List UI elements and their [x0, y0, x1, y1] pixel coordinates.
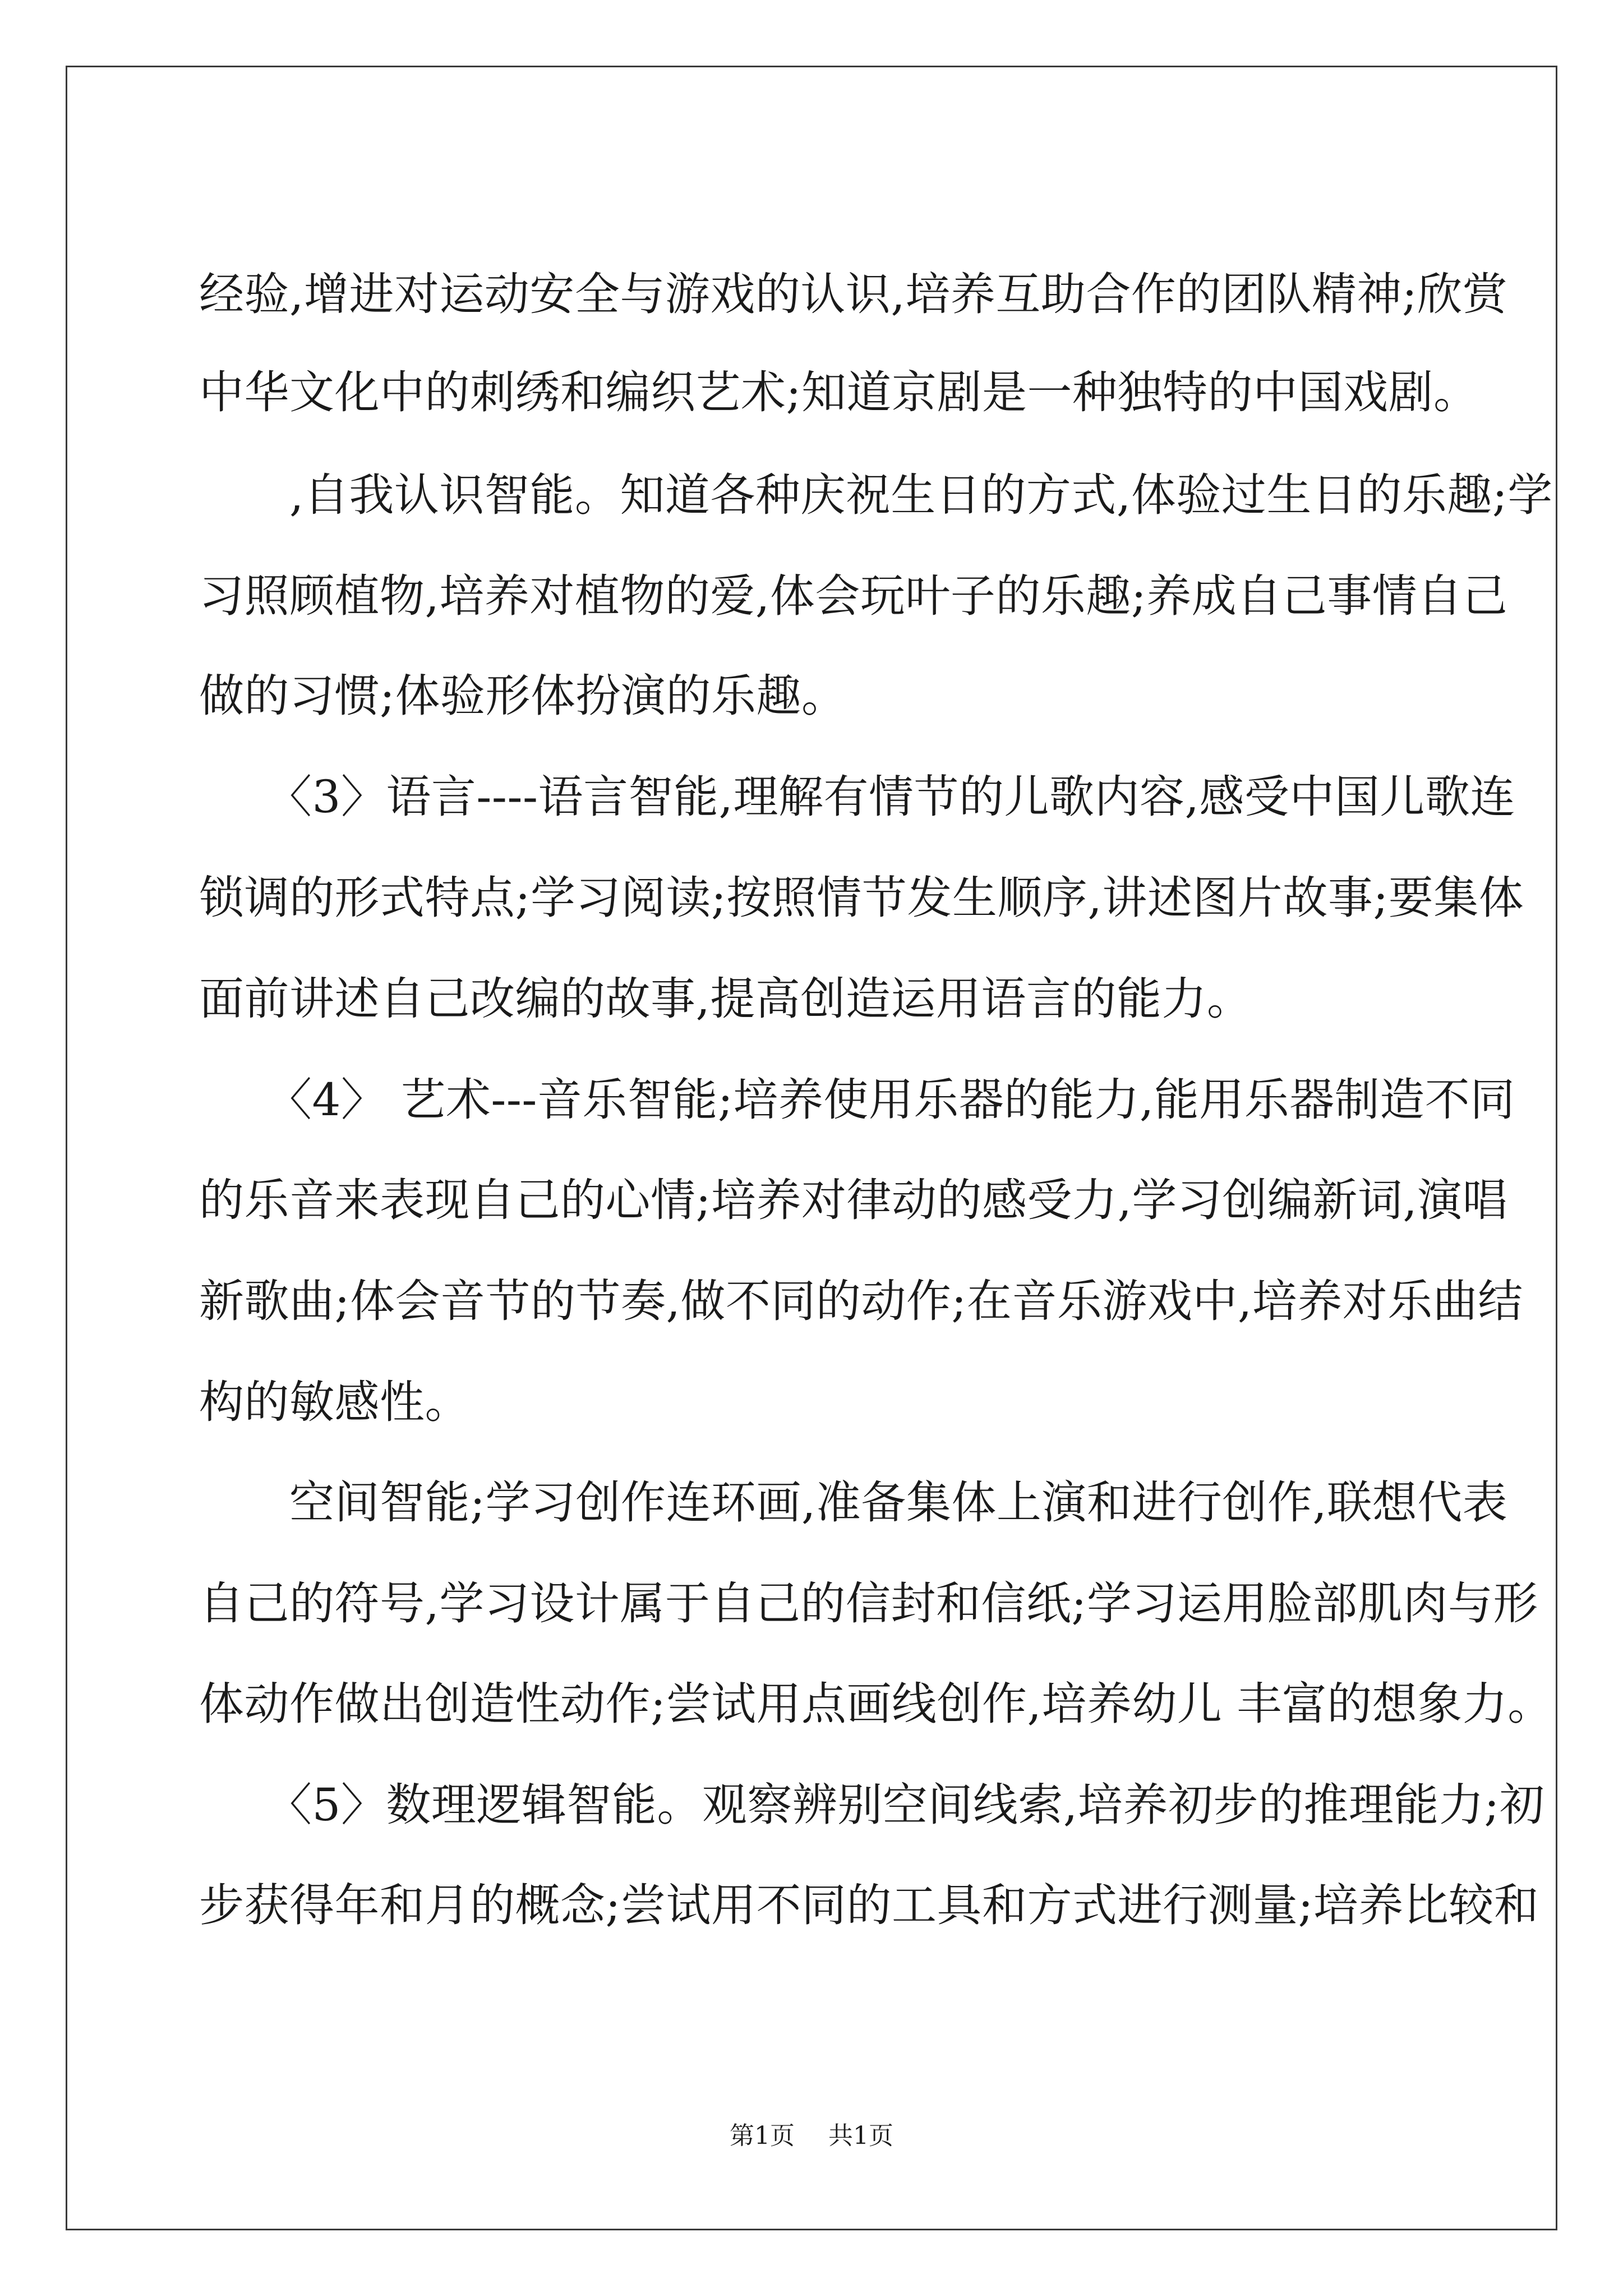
page-number: 第1页: [730, 2122, 795, 2150]
text-line: 体动作做出创造性动作;尝试用点画线创作,培养幼儿 丰富的想象力。: [199, 1678, 1553, 1730]
text-line: 〈3〉语言----语言智能,理解有情节的儿歌内容,感受中国儿歌连: [199, 771, 1515, 823]
text-line: 〈4〉 艺术---音乐智能;培养使用乐器的能力,能用乐器制造不同: [199, 1074, 1515, 1126]
text-line: 锁调的形式特点;学习阅读;按照情节发生顺序,讲述图片故事;要集体: [199, 872, 1524, 924]
text-line: 经验,增进对运动安全与游戏的认识,培养互助合作的团队精神;欣赏: [199, 268, 1508, 320]
text-line: 做的习惯;体验形体扮演的乐趣。: [199, 670, 847, 722]
document-body: [67, 67, 1556, 2229]
text-line: 新歌曲;体会音节的节奏,做不同的动作;在音乐游戏中,培养对乐曲结: [199, 1275, 1523, 1327]
text-line: 构的敏感性。: [199, 1376, 470, 1428]
text-line: 步获得年和月的概念;尝试用不同的工具和方式进行测量;培养比较和: [199, 1879, 1539, 1931]
text-line: 面前讲述自己改编的故事,提高创造运用语言的能力。: [199, 973, 1252, 1025]
page-footer: [67, 2119, 1556, 2153]
text-line: 〈5〉数理逻辑智能。观察辨别空间线索,培养初步的推理能力;初: [199, 1779, 1545, 1831]
text-line: 中华文化中的刺绣和编织艺术;知道京剧是一种独特的中国戏剧。: [199, 366, 1479, 418]
text-line: 空间智能;学习创作连环画,准备集体上演和进行创作,联想代表: [199, 1476, 1508, 1529]
page-border: [66, 66, 1557, 2230]
text-line: 的乐音来表现自己的心情;培养对律动的感受力,学习创编新词,演唱: [199, 1174, 1508, 1226]
page-total: 共1页: [828, 2122, 893, 2150]
text-line: 自己的符号,学习设计属于自己的信封和信纸;学习运用脸部肌肉与形: [199, 1577, 1538, 1630]
text-line: 习照顾植物,培养对植物的爱,体会玩叶子的乐趣;养成自己事情自己: [199, 570, 1508, 622]
text-line: ,自我认识智能。知道各种庆祝生日的方式,体验过生日的乐趣;学: [199, 469, 1553, 521]
